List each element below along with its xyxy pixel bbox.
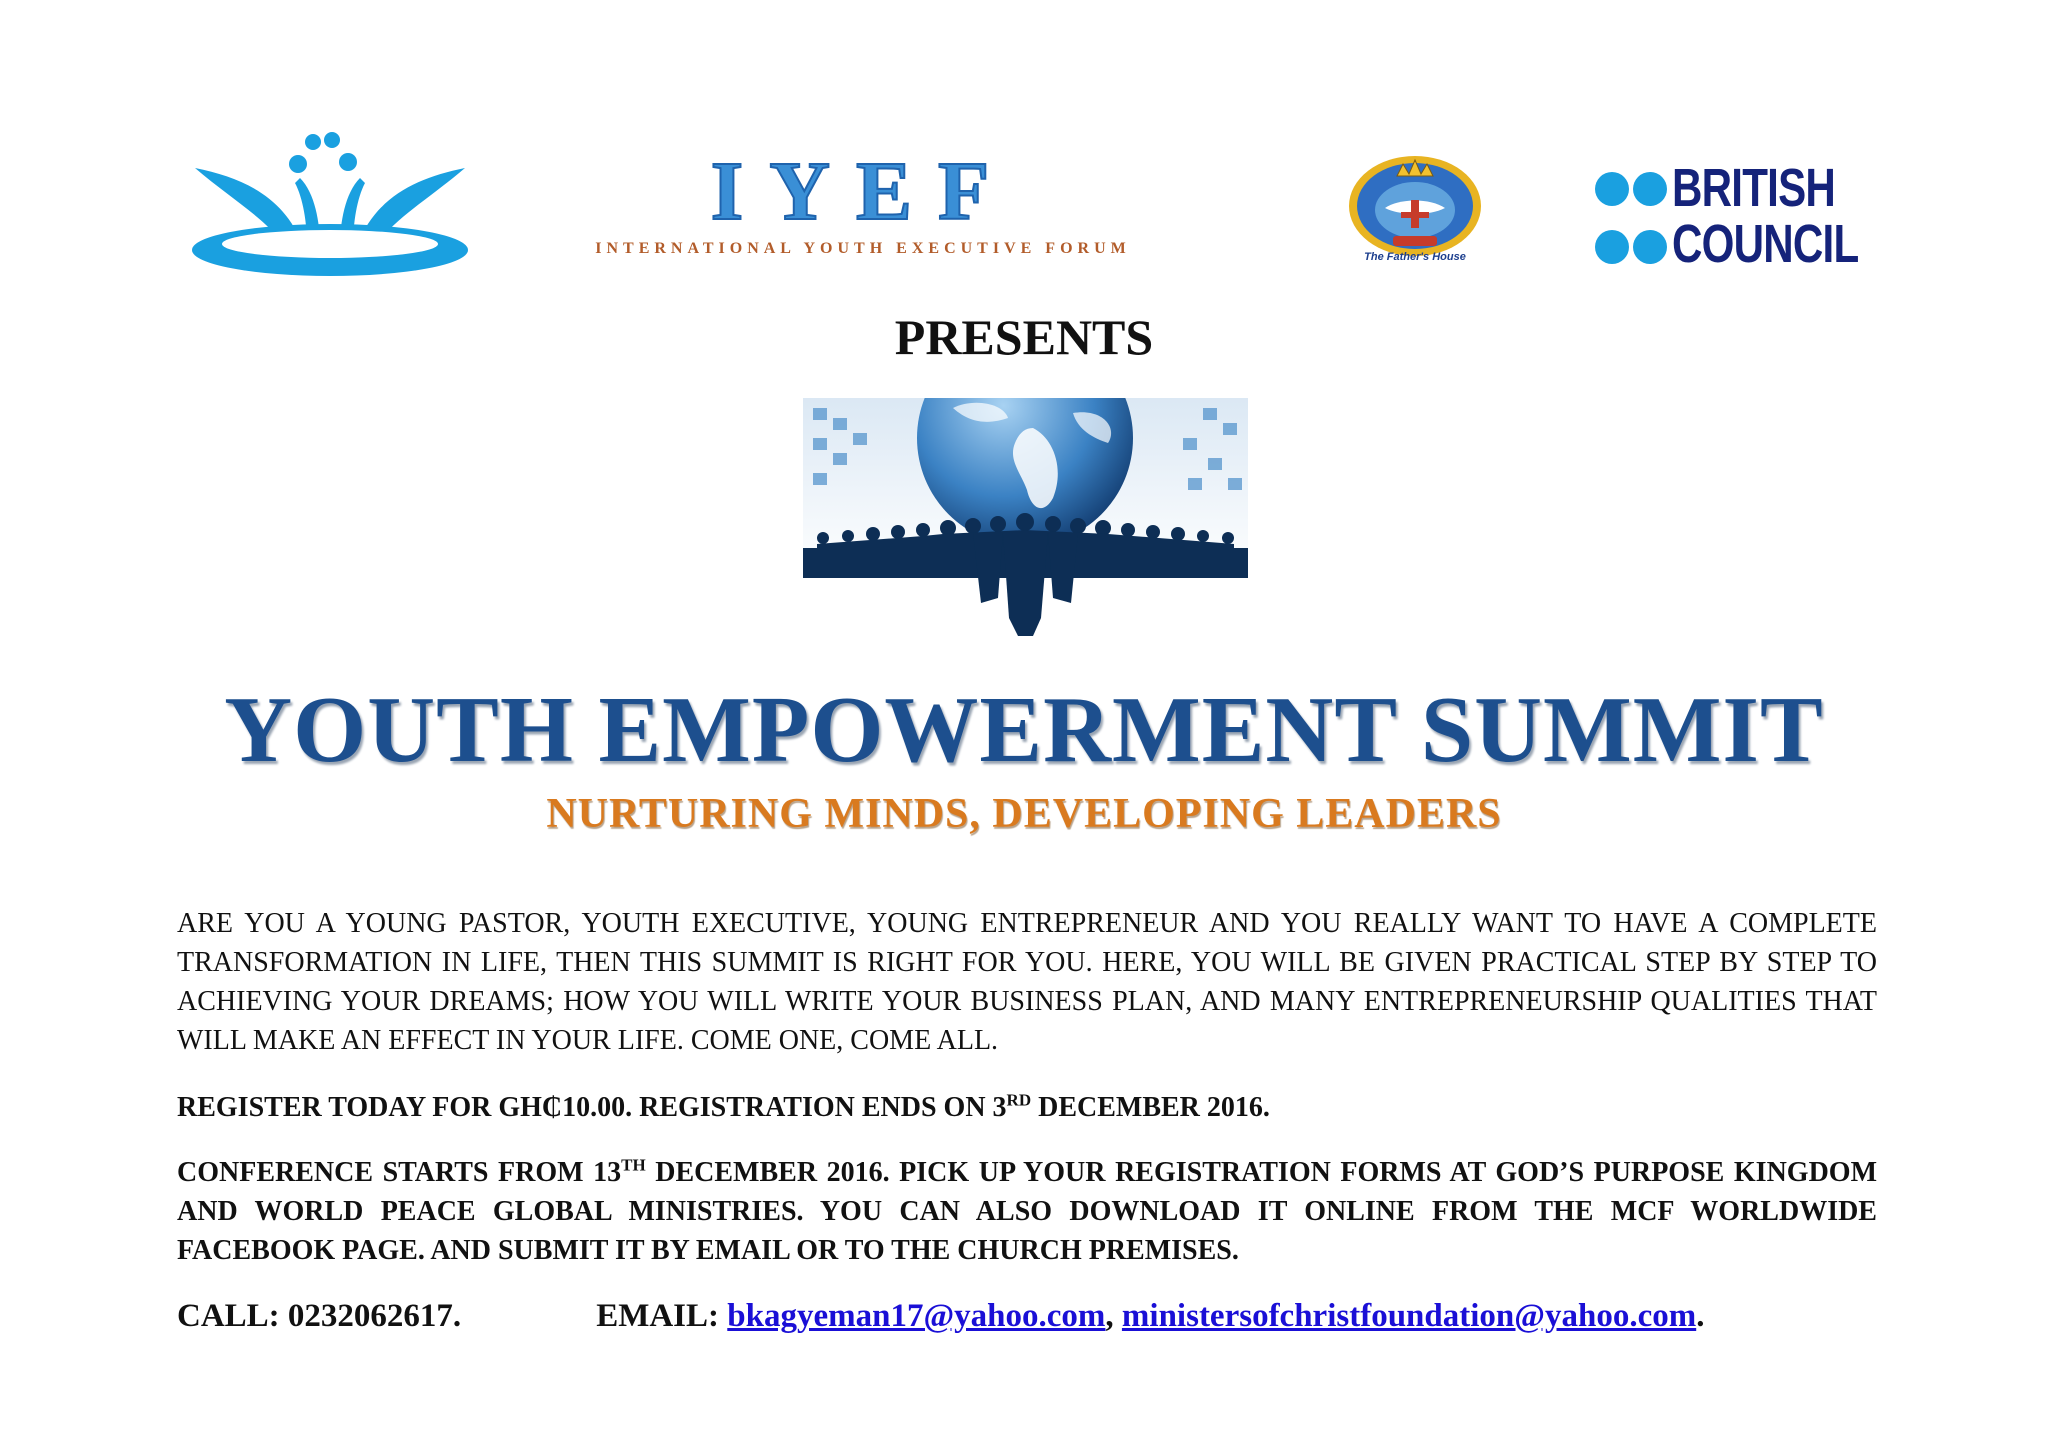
contact-line: [177, 1298, 1704, 1335]
intro-paragraph: ARE YOU A YOUNG PASTOR, YOUTH EXECUTIVE, YOUNG ENTREPRENEUR AND YOU REALLY WANT TO HAVE A COMPLETE TRANSFORMATION IN LIFE, THEN THIS SUMMIT IS RIGHT FOR YOU. HERE, YOU WILL BE GIVEN PRACTICAL STEP BY STEP TO ACHIEVING YOUR DREAMS; HOW YOU WILL WRITE YOUR BUSINESS PLAN, AND MANY ENTREPRENEURSHIP QUALITIES THAT WILL MAKE AN EFFECT IN YOUR LIFE. COME ONE, COME ALL.: [177, 908, 1877, 1056]
british-council-line2: COUNCIL: [1672, 214, 1859, 274]
summit-title: YOUTH EMPOWERMENT SUMMIT: [224, 678, 1824, 782]
registration-line: [177, 1092, 1877, 1124]
email-separator: ,: [1105, 1298, 1114, 1334]
iyef-logo-word: IYEF: [710, 145, 1016, 238]
conference-superscript: TH: [621, 1155, 646, 1175]
british-council-dots-icon: [1594, 163, 1670, 275]
summit-subtitle: NURTURING MINDS, DEVELOPING LEADERS: [546, 791, 1502, 837]
british-council-line1: BRITISH: [1672, 158, 1836, 218]
conference-details: DECEMBER 2016. PICK UP YOUR REGISTRATION FORMS AT GOD’S PURPOSE KINGDOM AND WORLD PEACE GLOBAL MINISTRIES. YOU CAN ALSO DOWNLOAD IT ONLINE FROM THE MCF WORLDWIDE FACEBOOK PAGE. AND SUBMIT IT BY EMAIL OR TO THE CHURCH PREMISES.: [177, 1157, 1877, 1266]
presents-heading: PRESENTS: [894, 309, 1154, 365]
email-label: EMAIL:: [596, 1298, 720, 1334]
fathers-house-caption: The Father's House: [1364, 251, 1466, 263]
british-council-logo-text: [1672, 160, 1858, 272]
iyef-logo: [518, 145, 1208, 257]
globe-crowd-image: [803, 398, 1248, 636]
contact-end: .: [1696, 1298, 1705, 1334]
fathers-house-emblem: [1345, 150, 1485, 260]
registration-superscript: RD: [1006, 1090, 1032, 1110]
conference-paragraph: [177, 1153, 1877, 1270]
yef-lotus-logo: [185, 128, 475, 280]
iyef-logo-subtitle: INTERNATIONAL YOUTH EXECUTIVE FORUM: [595, 240, 1131, 257]
email-link-bkagyeman[interactable]: bkagyeman17@yahoo.com: [727, 1298, 1106, 1334]
email-link-ministers[interactable]: ministersofchristfoundation@yahoo.com: [1121, 1298, 1697, 1334]
registration-text: REGISTER TODAY FOR GH₵10.00. REGISTRATION ENDS ON 3: [177, 1092, 1007, 1123]
conference-text: CONFERENCE STARTS FROM 13: [177, 1157, 622, 1188]
call-number: CALL: 0232062617.: [177, 1298, 462, 1334]
registration-date: DECEMBER 2016.: [1031, 1092, 1270, 1123]
